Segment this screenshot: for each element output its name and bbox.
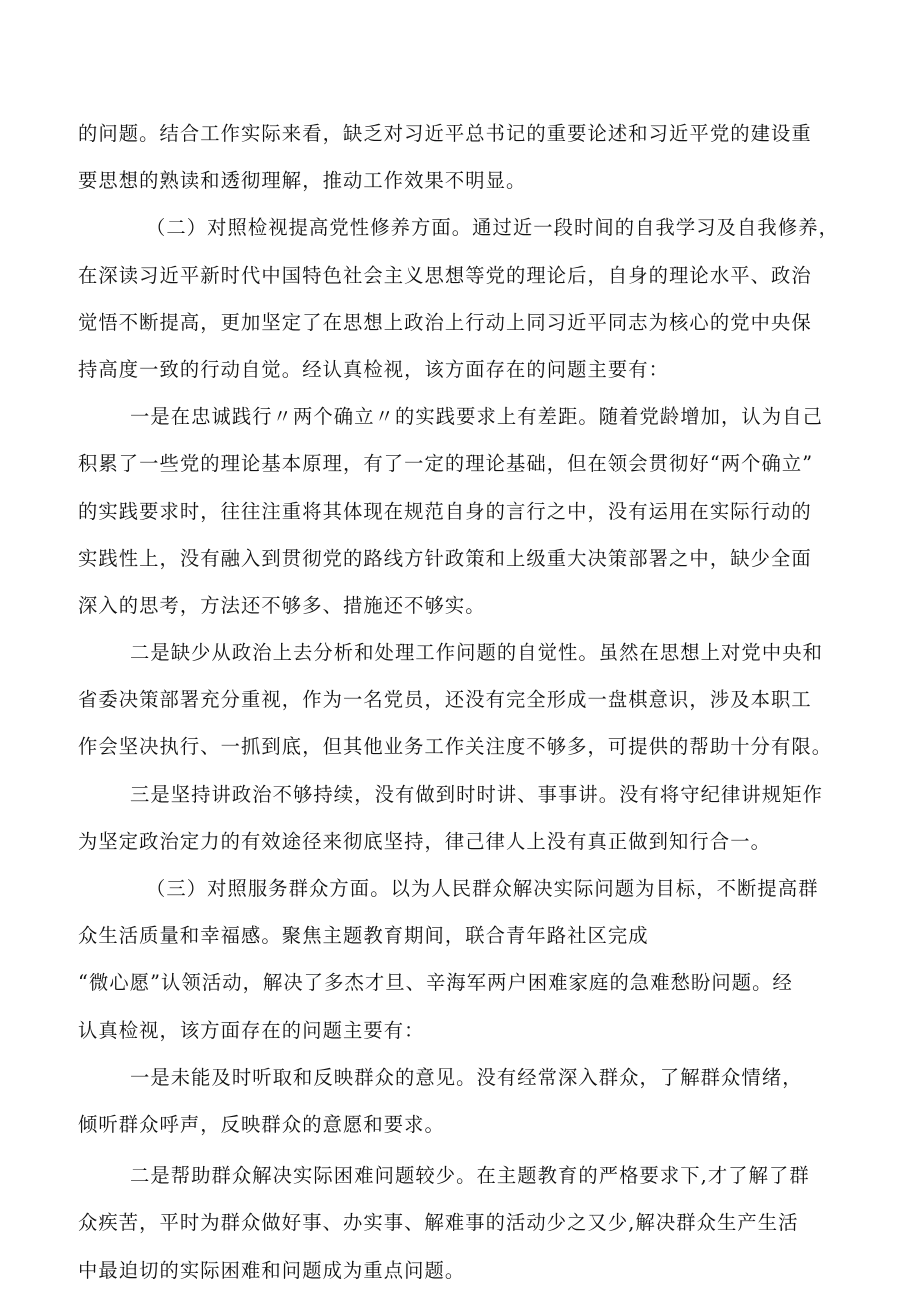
text-line: 众生活质量和幸福感。聚焦主题教育期间，联合青年路社区完成: [78, 924, 649, 948]
text-line: “微心愿”认领活动，解决了多杰才旦、辛海军两户困难家庭的急难愁盼问题。经: [78, 971, 793, 995]
text-line: 持高度一致的行动自觉。经认真检视，该方面存在的问题主要有：: [78, 357, 670, 381]
text-line: 的实践要求时，往往注重将其体现在规范自身的言行之中，没有运用在实际行动的: [78, 499, 812, 523]
text-line: 要思想的熟读和透彻理解，推动工作效果不明显。: [78, 169, 527, 193]
paragraph-first-line: 一是未能及时听取和反映群众的意见。没有经常深入群众，了解群众情绪，: [130, 1065, 803, 1089]
paragraph-first-line: 一是在忠诚践行〃两个确立〃的实践要求上有差距。随着党龄增加，认为自己: [130, 405, 823, 429]
text-line: 深入的思考，方法还不够多、措施还不够实。: [78, 593, 486, 617]
text-line: 实践性上，没有融入到贯彻党的路线方针政策和上级重大决策部署之中，缺少全面: [78, 546, 812, 570]
section-heading-line: （二）对照检视提高党性修养方面。通过近一段时间的自我学习及自我修养，: [146, 216, 839, 240]
text-line: 在深读习近平新时代中国特色社会主义思想等党的理论后，自身的理论水平、政治: [78, 263, 812, 287]
text-line: 众疾苦，平时为群众做好事、办实事、解难事的活动少之又少,解决群众生产生活: [78, 1211, 799, 1235]
text-line: 作会坚决执行、一抓到底，但其他业务工作关注度不够多，可提供的帮助十分有限。: [78, 735, 833, 759]
paragraph-first-line: 三是坚持讲政治不够持续，没有做到时时讲、事事讲。没有将守纪律讲规矩作: [130, 782, 823, 806]
text-line: 积累了一些党的理论基本原理，有了一定的理论基础，但在领会贯彻好“两个确立”: [78, 452, 814, 476]
text-line: 认真检视，该方面存在的问题主要有：: [78, 1018, 425, 1042]
document-page: [78, 110, 853, 1294]
paragraph-first-line: 二是缺少从政治上去分析和处理工作问题的自觉性。虽然在思想上对党中央和: [130, 641, 823, 665]
paragraph-first-line: 二是帮助群众解决实际困难问题较少。在主题教育的严格要求下,才了解了群: [130, 1164, 810, 1188]
text-line: 的问题。结合工作实际来看，缺乏对习近平总书记的重要论述和习近平党的建设重: [78, 122, 812, 145]
text-line: 倾听群众呼声，反映群众的意愿和要求。: [78, 1112, 445, 1136]
text-line: 中最迫切的实际困难和问题成为重点问题。: [78, 1258, 466, 1282]
text-line: 为坚定政治定力的有效途径来彻底坚持，律己律人上没有真正做到知行合一。: [78, 829, 771, 853]
text-line: 觉悟不断提高，更加坚定了在思想上政治上行动上同习近平同志为核心的党中央保: [78, 310, 812, 334]
section-heading-line: （三）对照服务群众方面。以为人民群众解决实际问题为目标，不断提高群: [146, 877, 819, 900]
text-line: 省委决策部署充分重视，作为一名党员，还没有完全形成一盘棋意识，涉及本职工: [78, 688, 812, 712]
